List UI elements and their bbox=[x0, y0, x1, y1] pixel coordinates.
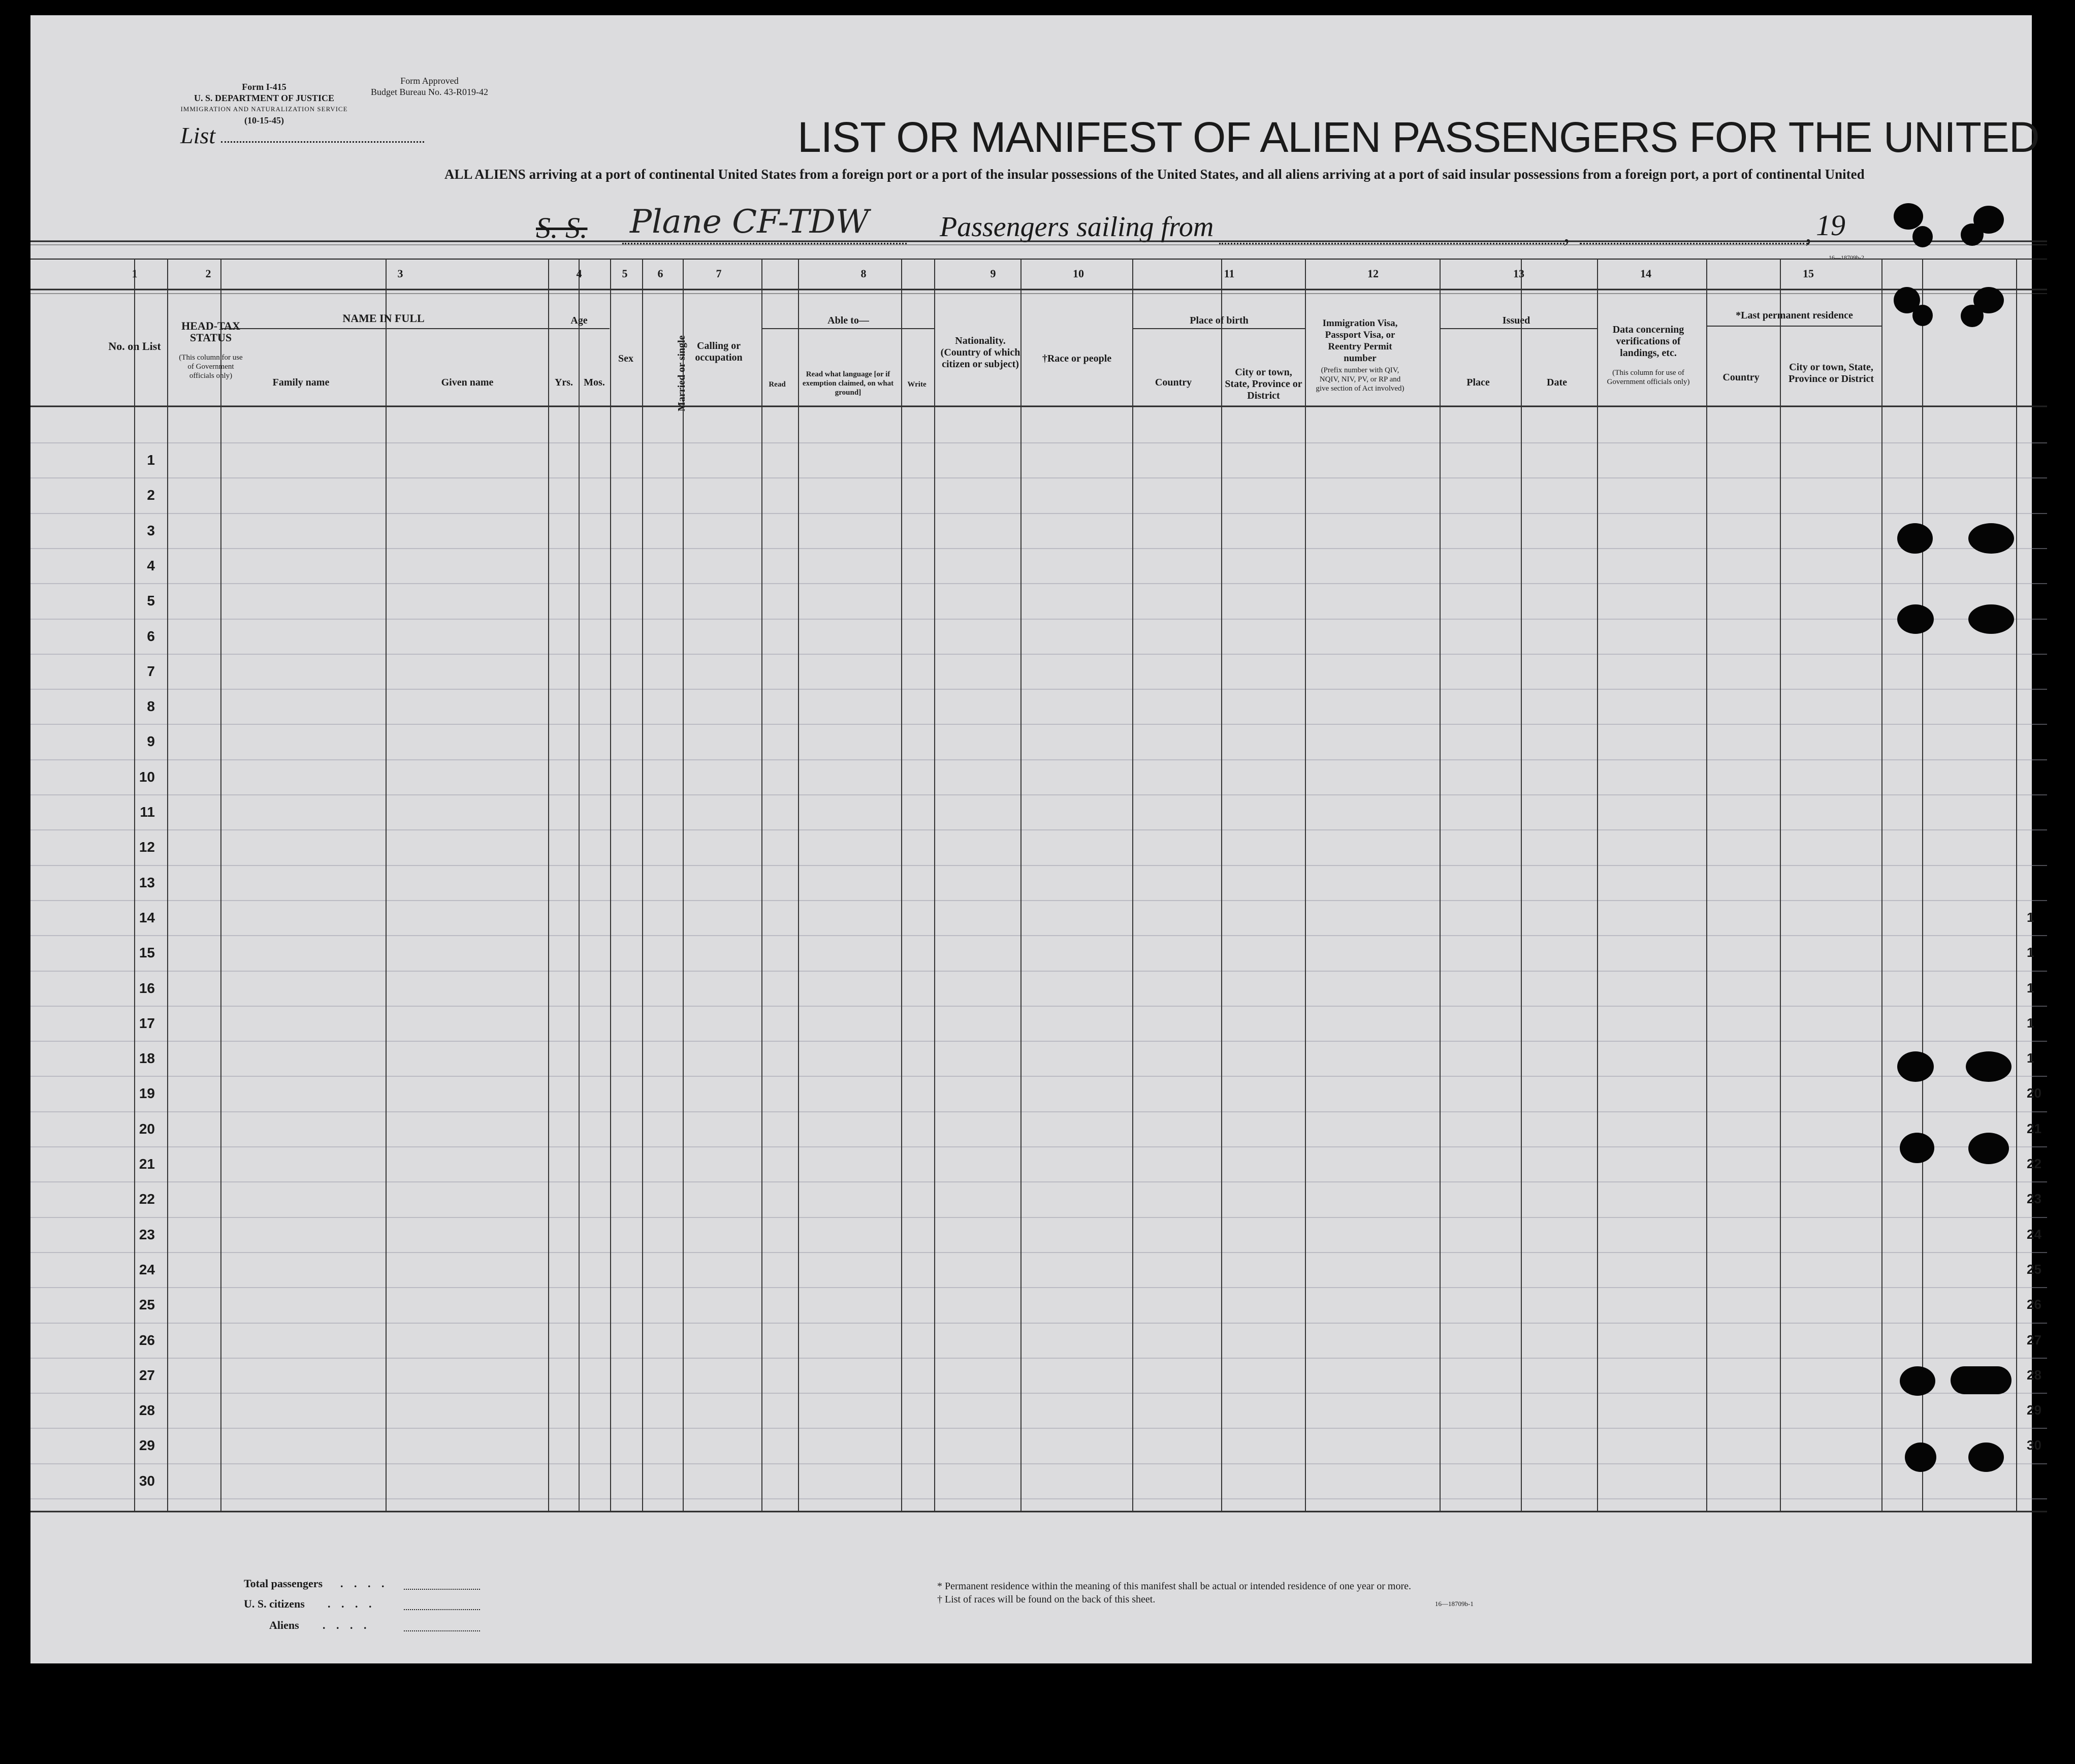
punch-hole bbox=[1900, 1133, 1934, 1163]
row-number: 16 bbox=[139, 980, 155, 996]
row-number: 10 bbox=[139, 769, 155, 785]
row-number: 24 bbox=[139, 1262, 155, 1277]
row-number: 30 bbox=[139, 1473, 155, 1489]
approval-line-2: Budget Bureau No. 43-R019-42 bbox=[371, 87, 488, 97]
punch-hole bbox=[1961, 305, 1984, 327]
header-sex: Sex bbox=[618, 353, 633, 364]
punch-hole bbox=[1897, 604, 1934, 634]
column-number: 12 bbox=[1367, 267, 1379, 280]
column-number: 3 bbox=[397, 267, 403, 280]
table-grid-lines bbox=[30, 15, 2047, 1539]
header-age: Age bbox=[570, 315, 588, 326]
punch-hole bbox=[1900, 1366, 1935, 1396]
comma-separator: , bbox=[1563, 219, 1570, 247]
footer-dots: . . . . bbox=[323, 1619, 371, 1631]
row-number: 4 bbox=[147, 558, 155, 573]
header-married-single: Married or single bbox=[676, 335, 687, 411]
column-number: 10 bbox=[1073, 267, 1084, 280]
column-number: 15 bbox=[1803, 267, 1814, 280]
header-residence-city: City or town, State, Province or District bbox=[1788, 362, 1874, 384]
row-number: 15 bbox=[139, 945, 155, 960]
manifest-table bbox=[30, 15, 2047, 1539]
punch-hole bbox=[1968, 1133, 2009, 1164]
footer-dots: . . . . bbox=[328, 1597, 376, 1610]
column-number: 13 bbox=[1513, 267, 1524, 280]
header-verification-note: (This column for use of Government officials only) bbox=[1607, 369, 1690, 386]
row-number: 8 bbox=[147, 698, 155, 714]
punch-hole bbox=[1897, 523, 1933, 554]
header-read-language: Read what language [or if exemption claimed, on what ground] bbox=[802, 370, 894, 397]
right-row-number: 1 bbox=[2027, 980, 2034, 996]
punch-hole bbox=[1897, 1051, 1934, 1082]
punch-hole bbox=[1966, 1051, 2012, 1082]
row-number: 7 bbox=[147, 663, 155, 679]
punch-hole bbox=[1961, 223, 1984, 246]
row-number: 28 bbox=[139, 1402, 155, 1418]
column-number: 2 bbox=[205, 267, 211, 280]
header-race: †Race or people bbox=[1042, 353, 1112, 364]
page-subtitle: ALL ALIENS arriving at a port of continental United States from a foreign port or a port of the insular possessions of the United States, and all aliens arriving at a port of said insular possessions from a foreign port, a port of continental United bbox=[444, 167, 1865, 182]
header-mos: Mos. bbox=[584, 377, 605, 388]
column-number: 4 bbox=[576, 267, 582, 280]
right-row-number: 23 bbox=[2027, 1191, 2041, 1206]
footnote-permanent-residence: * Permanent residence within the meaning of this manifest shall be actual or intended residence of one year or more. bbox=[937, 1581, 1412, 1592]
header-calling: Calling or occupation bbox=[695, 340, 743, 363]
punch-hole bbox=[1951, 1366, 2012, 1394]
punch-hole bbox=[1968, 604, 2014, 634]
sailing-from-label: Passengers sailing from bbox=[940, 211, 1214, 243]
row-number: 27 bbox=[139, 1367, 155, 1383]
manifest-sheet bbox=[30, 15, 2041, 1663]
footer-aliens-label: Aliens bbox=[269, 1619, 299, 1631]
row-number: 5 bbox=[147, 593, 155, 608]
header-issued-place: Place bbox=[1466, 377, 1490, 388]
footnote-races: † List of races will be found on the back of this sheet. bbox=[937, 1594, 1156, 1605]
header-birth-city: City or town, State, Province or District bbox=[1225, 367, 1302, 401]
footer-us-citizens-label: U. S. citizens bbox=[244, 1597, 305, 1610]
row-number: 22 bbox=[139, 1191, 155, 1207]
ship-name-handwritten[interactable]: Plane CF-TDW bbox=[630, 203, 869, 241]
right-row-number: 24 bbox=[2027, 1227, 2041, 1242]
right-row-number: 1 bbox=[2027, 945, 2034, 960]
row-number: 29 bbox=[139, 1437, 155, 1453]
right-row-number: 21 bbox=[2027, 1121, 2041, 1136]
row-number: 26 bbox=[139, 1332, 155, 1348]
right-row-number: 20 bbox=[2027, 1085, 2041, 1101]
column-number: 5 bbox=[622, 267, 628, 280]
right-row-number: 30 bbox=[2027, 1437, 2041, 1453]
right-row-number: 25 bbox=[2027, 1262, 2041, 1277]
row-number: 23 bbox=[139, 1227, 155, 1242]
header-issued: Issued bbox=[1502, 315, 1530, 326]
service-name: IMMIGRATION AND NATURALIZATION SERVICE bbox=[180, 105, 348, 113]
right-row-number: 29 bbox=[2027, 1402, 2041, 1418]
header-place-of-birth: Place of birth bbox=[1190, 315, 1249, 326]
right-row-number: 1 bbox=[2027, 1015, 2034, 1031]
ss-label: S. S. bbox=[536, 211, 588, 244]
row-number: 14 bbox=[139, 910, 155, 925]
right-row-number: 26 bbox=[2027, 1297, 2041, 1312]
header-visa: Immigration Visa, Passport Visa, or Reentry Permit number bbox=[1322, 318, 1398, 364]
header-read: Read bbox=[769, 380, 786, 389]
punch-hole bbox=[1968, 523, 2014, 554]
right-row-number: 1 bbox=[2027, 910, 2034, 925]
header-birth-country: Country bbox=[1155, 377, 1192, 388]
column-number: 6 bbox=[657, 267, 663, 280]
row-number: 19 bbox=[139, 1085, 155, 1101]
right-row-number: 27 bbox=[2027, 1332, 2041, 1348]
row-number: 9 bbox=[147, 733, 155, 749]
approval-line-1: Form Approved bbox=[400, 76, 459, 86]
footer-print-code: 16—18709b-1 bbox=[1435, 1600, 1474, 1608]
row-number: 21 bbox=[139, 1156, 155, 1172]
department-name: U. S. DEPARTMENT OF JUSTICE bbox=[194, 93, 335, 103]
row-number: 18 bbox=[139, 1050, 155, 1066]
header-write: Write bbox=[907, 380, 927, 389]
punch-hole bbox=[1894, 203, 1923, 230]
header-nationality: Nationality. (Country of which citizen or subject) bbox=[940, 335, 1020, 370]
aliens-field[interactable] bbox=[404, 1630, 480, 1631]
right-row-number: 28 bbox=[2027, 1367, 2041, 1383]
row-number: 13 bbox=[139, 875, 155, 890]
right-row-number: 1 bbox=[2027, 1050, 2034, 1066]
punch-hole bbox=[1912, 305, 1933, 326]
header-issued-date: Date bbox=[1547, 377, 1567, 388]
row-number: 1 bbox=[147, 452, 155, 468]
list-label: List bbox=[180, 122, 216, 148]
header-no-on-list: No. on List bbox=[108, 340, 161, 352]
footer-dots: . . . . bbox=[340, 1577, 389, 1590]
total-passengers-field[interactable] bbox=[404, 1589, 480, 1590]
header-able-to: Able to— bbox=[827, 315, 869, 326]
row-number: 11 bbox=[140, 804, 155, 820]
header-name-in-full: NAME IN FULL bbox=[342, 312, 425, 325]
row-number: 25 bbox=[139, 1297, 155, 1312]
column-number: 11 bbox=[1224, 267, 1235, 280]
year-prefix: 19 bbox=[1816, 209, 1845, 242]
header-yrs: Yrs. bbox=[554, 377, 573, 388]
column-number: 8 bbox=[860, 267, 867, 280]
header-family-name: Family name bbox=[272, 377, 330, 388]
punch-hole bbox=[1905, 1442, 1936, 1472]
header-head-tax-note: (This column for use of Government officials only) bbox=[179, 354, 243, 380]
row-number: 2 bbox=[147, 487, 155, 503]
form-number: Form I-415 bbox=[242, 82, 286, 92]
header-residence-country: Country bbox=[1722, 372, 1760, 383]
header-last-residence: *Last permanent residence bbox=[1736, 310, 1853, 321]
punch-hole bbox=[1912, 226, 1933, 247]
right-row-number: 22 bbox=[2027, 1156, 2041, 1171]
row-number: 17 bbox=[139, 1015, 155, 1031]
row-number: 3 bbox=[147, 523, 155, 538]
page-title: LIST OR MANIFEST OF ALIEN PASSENGERS FOR THE UNITED bbox=[797, 113, 2039, 161]
us-citizens-field[interactable] bbox=[404, 1609, 480, 1610]
column-number: 9 bbox=[990, 267, 996, 280]
row-number: 20 bbox=[139, 1121, 155, 1137]
header-head-tax: HEAD-TAX STATUS bbox=[181, 319, 240, 344]
header-given-name: Given name bbox=[441, 377, 494, 388]
column-number: 1 bbox=[132, 267, 138, 280]
header-visa-note: (Prefix number with QIV, NQIV, NIV, PV, or RP and give section of Act involved) bbox=[1316, 366, 1404, 393]
form-date: (10-15-45) bbox=[244, 115, 284, 125]
comma-separator: , bbox=[1805, 219, 1812, 247]
row-number: 6 bbox=[147, 628, 155, 644]
print-code: 16—18709b-2 bbox=[1829, 254, 1864, 261]
footer-total-passengers-label: Total passengers bbox=[244, 1577, 323, 1590]
punch-hole bbox=[1968, 1442, 2004, 1472]
row-number: 12 bbox=[139, 839, 155, 855]
header-verification: Data concerning verifications of landings, etc. bbox=[1612, 324, 1684, 359]
column-number: 7 bbox=[716, 267, 722, 280]
column-number: 14 bbox=[1640, 267, 1651, 280]
